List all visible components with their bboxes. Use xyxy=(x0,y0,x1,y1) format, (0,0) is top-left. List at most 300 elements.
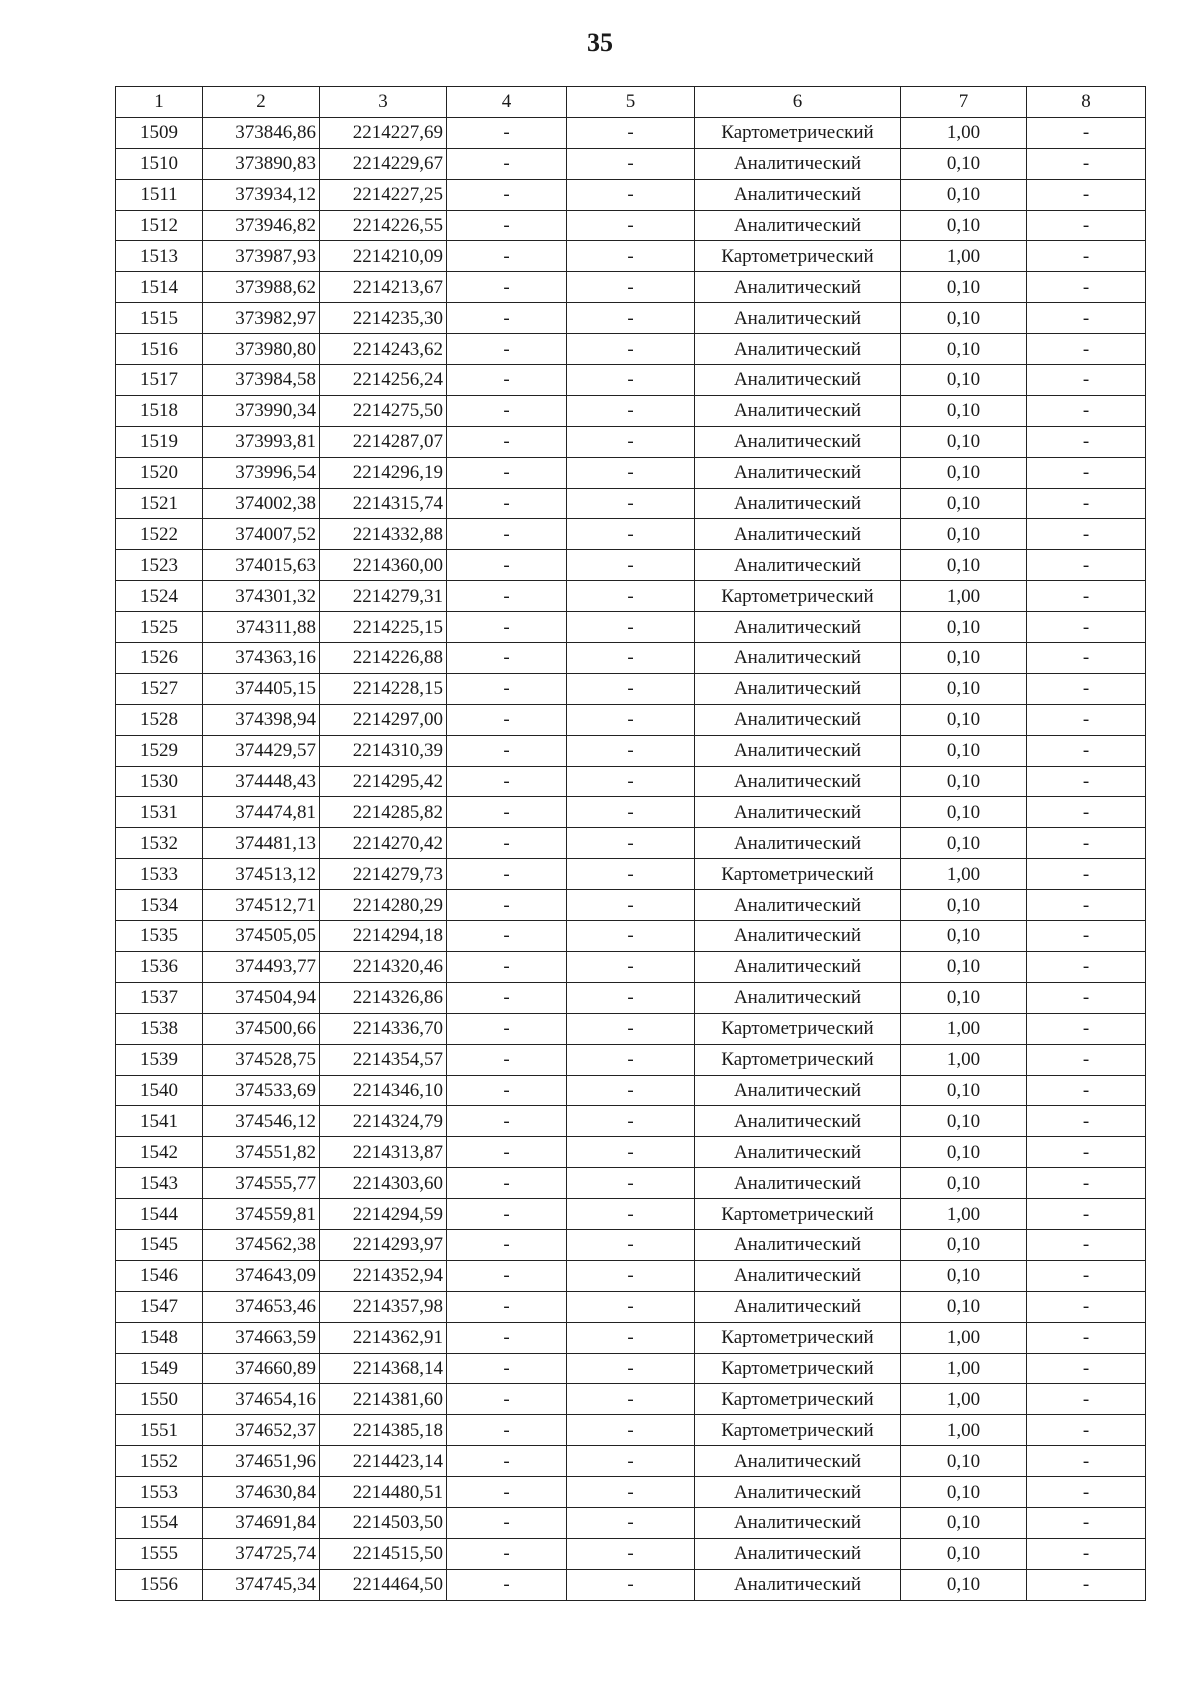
accuracy-cell: 0,10 xyxy=(901,766,1027,797)
col8-cell: - xyxy=(1027,1415,1146,1446)
method-cell: Аналитический xyxy=(695,334,901,365)
method-cell: Аналитический xyxy=(695,148,901,179)
y-coordinate-cell: 2214227,69 xyxy=(320,117,447,148)
method-cell: Аналитический xyxy=(695,1229,901,1260)
col4-cell: - xyxy=(447,1384,567,1415)
y-coordinate-cell: 2214296,19 xyxy=(320,457,447,488)
col4-cell: - xyxy=(447,982,567,1013)
table-row xyxy=(116,1353,1146,1384)
col8-cell: - xyxy=(1027,951,1146,982)
method-cell: Картометрический xyxy=(695,1415,901,1446)
x-coordinate-cell: 374559,81 xyxy=(203,1199,320,1230)
col4-cell: - xyxy=(447,1538,567,1569)
table-row xyxy=(116,797,1146,828)
table-row xyxy=(116,272,1146,303)
col5-cell: - xyxy=(567,1044,695,1075)
col8-cell: - xyxy=(1027,1075,1146,1106)
method-cell: Аналитический xyxy=(695,612,901,643)
col8-cell: - xyxy=(1027,1260,1146,1291)
col4-cell: - xyxy=(447,1507,567,1538)
accuracy-cell: 0,10 xyxy=(901,612,1027,643)
point-number-cell: 1539 xyxy=(116,1044,203,1075)
table-row xyxy=(116,1322,1146,1353)
col8-cell: - xyxy=(1027,859,1146,890)
y-coordinate-cell: 2214354,57 xyxy=(320,1044,447,1075)
method-cell: Аналитический xyxy=(695,519,901,550)
point-number-cell: 1555 xyxy=(116,1538,203,1569)
accuracy-cell: 0,10 xyxy=(901,1075,1027,1106)
method-cell: Аналитический xyxy=(695,272,901,303)
table-row xyxy=(116,951,1146,982)
col8-cell: - xyxy=(1027,1477,1146,1508)
x-coordinate-cell: 374555,77 xyxy=(203,1168,320,1199)
column-header: 7 xyxy=(901,87,1027,118)
col5-cell: - xyxy=(567,1229,695,1260)
col4-cell: - xyxy=(447,395,567,426)
x-coordinate-cell: 374504,94 xyxy=(203,982,320,1013)
point-number-cell: 1527 xyxy=(116,673,203,704)
method-cell: Аналитический xyxy=(695,1137,901,1168)
y-coordinate-cell: 2214279,73 xyxy=(320,859,447,890)
col4-cell: - xyxy=(447,1446,567,1477)
method-cell: Аналитический xyxy=(695,890,901,921)
method-cell: Картометрический xyxy=(695,1353,901,1384)
method-cell: Аналитический xyxy=(695,673,901,704)
accuracy-cell: 1,00 xyxy=(901,1322,1027,1353)
col4-cell: - xyxy=(447,179,567,210)
y-coordinate-cell: 2214229,67 xyxy=(320,148,447,179)
col4-cell: - xyxy=(447,1075,567,1106)
col8-cell: - xyxy=(1027,1384,1146,1415)
point-number-cell: 1521 xyxy=(116,488,203,519)
table-body xyxy=(116,117,1146,1600)
point-number-cell: 1530 xyxy=(116,766,203,797)
y-coordinate-cell: 2214303,60 xyxy=(320,1168,447,1199)
col5-cell: - xyxy=(567,766,695,797)
y-coordinate-cell: 2214336,70 xyxy=(320,1013,447,1044)
column-header: 5 xyxy=(567,87,695,118)
point-number-cell: 1554 xyxy=(116,1507,203,1538)
col8-cell: - xyxy=(1027,1353,1146,1384)
table-row xyxy=(116,179,1146,210)
point-number-cell: 1534 xyxy=(116,890,203,921)
col4-cell: - xyxy=(447,519,567,550)
table-row xyxy=(116,148,1146,179)
method-cell: Картометрический xyxy=(695,241,901,272)
point-number-cell: 1548 xyxy=(116,1322,203,1353)
y-coordinate-cell: 2214464,50 xyxy=(320,1569,447,1600)
col5-cell: - xyxy=(567,395,695,426)
table-header-row xyxy=(116,87,1146,118)
col8-cell: - xyxy=(1027,1446,1146,1477)
table-row xyxy=(116,1075,1146,1106)
col4-cell: - xyxy=(447,1569,567,1600)
x-coordinate-cell: 374660,89 xyxy=(203,1353,320,1384)
x-coordinate-cell: 374311,88 xyxy=(203,612,320,643)
x-coordinate-cell: 374725,74 xyxy=(203,1538,320,1569)
point-number-cell: 1556 xyxy=(116,1569,203,1600)
point-number-cell: 1510 xyxy=(116,148,203,179)
accuracy-cell: 0,10 xyxy=(901,921,1027,952)
col4-cell: - xyxy=(447,303,567,334)
x-coordinate-cell: 374505,05 xyxy=(203,921,320,952)
col4-cell: - xyxy=(447,890,567,921)
col4-cell: - xyxy=(447,612,567,643)
col8-cell: - xyxy=(1027,210,1146,241)
col5-cell: - xyxy=(567,612,695,643)
col8-cell: - xyxy=(1027,117,1146,148)
table-row xyxy=(116,1260,1146,1291)
x-coordinate-cell: 374398,94 xyxy=(203,704,320,735)
table-row xyxy=(116,643,1146,674)
point-number-cell: 1518 xyxy=(116,395,203,426)
accuracy-cell: 0,10 xyxy=(901,303,1027,334)
col4-cell: - xyxy=(447,766,567,797)
col8-cell: - xyxy=(1027,148,1146,179)
y-coordinate-cell: 2214294,59 xyxy=(320,1199,447,1230)
table-row xyxy=(116,921,1146,952)
y-coordinate-cell: 2214210,09 xyxy=(320,241,447,272)
table-row xyxy=(116,1137,1146,1168)
point-number-cell: 1515 xyxy=(116,303,203,334)
col4-cell: - xyxy=(447,581,567,612)
accuracy-cell: 1,00 xyxy=(901,1199,1027,1230)
accuracy-cell: 0,10 xyxy=(901,1569,1027,1600)
point-number-cell: 1528 xyxy=(116,704,203,735)
col5-cell: - xyxy=(567,1353,695,1384)
x-coordinate-cell: 374002,38 xyxy=(203,488,320,519)
point-number-cell: 1525 xyxy=(116,612,203,643)
y-coordinate-cell: 2214294,18 xyxy=(320,921,447,952)
table-row xyxy=(116,1477,1146,1508)
method-cell: Аналитический xyxy=(695,951,901,982)
method-cell: Аналитический xyxy=(695,982,901,1013)
table-row xyxy=(116,1106,1146,1137)
x-coordinate-cell: 374474,81 xyxy=(203,797,320,828)
point-number-cell: 1526 xyxy=(116,643,203,674)
table-row xyxy=(116,1415,1146,1446)
x-coordinate-cell: 374533,69 xyxy=(203,1075,320,1106)
x-coordinate-cell: 374405,15 xyxy=(203,673,320,704)
accuracy-cell: 0,10 xyxy=(901,1168,1027,1199)
point-number-cell: 1543 xyxy=(116,1168,203,1199)
col5-cell: - xyxy=(567,426,695,457)
table-row xyxy=(116,1507,1146,1538)
accuracy-cell: 0,10 xyxy=(901,797,1027,828)
col8-cell: - xyxy=(1027,272,1146,303)
col5-cell: - xyxy=(567,1137,695,1168)
x-coordinate-cell: 373846,86 xyxy=(203,117,320,148)
method-cell: Картометрический xyxy=(695,859,901,890)
point-number-cell: 1550 xyxy=(116,1384,203,1415)
y-coordinate-cell: 2214362,91 xyxy=(320,1322,447,1353)
col5-cell: - xyxy=(567,1569,695,1600)
y-coordinate-cell: 2214326,86 xyxy=(320,982,447,1013)
point-number-cell: 1536 xyxy=(116,951,203,982)
y-coordinate-cell: 2214256,24 xyxy=(320,365,447,396)
x-coordinate-cell: 374651,96 xyxy=(203,1446,320,1477)
point-number-cell: 1514 xyxy=(116,272,203,303)
column-header: 2 xyxy=(203,87,320,118)
col4-cell: - xyxy=(447,426,567,457)
col4-cell: - xyxy=(447,643,567,674)
col5-cell: - xyxy=(567,1106,695,1137)
accuracy-cell: 0,10 xyxy=(901,334,1027,365)
col4-cell: - xyxy=(447,1137,567,1168)
table-row xyxy=(116,735,1146,766)
x-coordinate-cell: 374512,71 xyxy=(203,890,320,921)
table-row xyxy=(116,365,1146,396)
col8-cell: - xyxy=(1027,735,1146,766)
col8-cell: - xyxy=(1027,828,1146,859)
point-number-cell: 1520 xyxy=(116,457,203,488)
table-row xyxy=(116,1538,1146,1569)
accuracy-cell: 0,10 xyxy=(901,272,1027,303)
accuracy-cell: 1,00 xyxy=(901,117,1027,148)
coordinates-table xyxy=(115,86,1146,1601)
col8-cell: - xyxy=(1027,581,1146,612)
col5-cell: - xyxy=(567,1477,695,1508)
col8-cell: - xyxy=(1027,303,1146,334)
method-cell: Аналитический xyxy=(695,1106,901,1137)
table-row xyxy=(116,612,1146,643)
y-coordinate-cell: 2214227,25 xyxy=(320,179,447,210)
table-row xyxy=(116,210,1146,241)
y-coordinate-cell: 2214313,87 xyxy=(320,1137,447,1168)
accuracy-cell: 0,10 xyxy=(901,1260,1027,1291)
col5-cell: - xyxy=(567,643,695,674)
accuracy-cell: 0,10 xyxy=(901,1507,1027,1538)
y-coordinate-cell: 2214293,97 xyxy=(320,1229,447,1260)
col5-cell: - xyxy=(567,673,695,704)
x-coordinate-cell: 373982,97 xyxy=(203,303,320,334)
col5-cell: - xyxy=(567,704,695,735)
point-number-cell: 1535 xyxy=(116,921,203,952)
accuracy-cell: 0,10 xyxy=(901,982,1027,1013)
accuracy-cell: 1,00 xyxy=(901,859,1027,890)
col4-cell: - xyxy=(447,457,567,488)
point-number-cell: 1523 xyxy=(116,550,203,581)
point-number-cell: 1524 xyxy=(116,581,203,612)
method-cell: Аналитический xyxy=(695,1291,901,1322)
method-cell: Аналитический xyxy=(695,488,901,519)
point-number-cell: 1547 xyxy=(116,1291,203,1322)
method-cell: Аналитический xyxy=(695,1477,901,1508)
col5-cell: - xyxy=(567,1415,695,1446)
col4-cell: - xyxy=(447,1229,567,1260)
point-number-cell: 1553 xyxy=(116,1477,203,1508)
method-cell: Картометрический xyxy=(695,1322,901,1353)
table-row xyxy=(116,117,1146,148)
table-row xyxy=(116,673,1146,704)
col5-cell: - xyxy=(567,1013,695,1044)
accuracy-cell: 0,10 xyxy=(901,1291,1027,1322)
accuracy-cell: 0,10 xyxy=(901,1137,1027,1168)
col4-cell: - xyxy=(447,1291,567,1322)
x-coordinate-cell: 374015,63 xyxy=(203,550,320,581)
y-coordinate-cell: 2214480,51 xyxy=(320,1477,447,1508)
table-row xyxy=(116,982,1146,1013)
col8-cell: - xyxy=(1027,334,1146,365)
point-number-cell: 1512 xyxy=(116,210,203,241)
col8-cell: - xyxy=(1027,241,1146,272)
col5-cell: - xyxy=(567,1384,695,1415)
col4-cell: - xyxy=(447,921,567,952)
col8-cell: - xyxy=(1027,550,1146,581)
col4-cell: - xyxy=(447,1199,567,1230)
col4-cell: - xyxy=(447,1013,567,1044)
x-coordinate-cell: 374745,34 xyxy=(203,1569,320,1600)
point-number-cell: 1546 xyxy=(116,1260,203,1291)
method-cell: Аналитический xyxy=(695,766,901,797)
col8-cell: - xyxy=(1027,890,1146,921)
col8-cell: - xyxy=(1027,1013,1146,1044)
col5-cell: - xyxy=(567,797,695,828)
col8-cell: - xyxy=(1027,179,1146,210)
x-coordinate-cell: 374653,46 xyxy=(203,1291,320,1322)
col8-cell: - xyxy=(1027,1168,1146,1199)
x-coordinate-cell: 373993,81 xyxy=(203,426,320,457)
col4-cell: - xyxy=(447,488,567,519)
col8-cell: - xyxy=(1027,1229,1146,1260)
point-number-cell: 1531 xyxy=(116,797,203,828)
y-coordinate-cell: 2214324,79 xyxy=(320,1106,447,1137)
accuracy-cell: 0,10 xyxy=(901,828,1027,859)
x-coordinate-cell: 374551,82 xyxy=(203,1137,320,1168)
x-coordinate-cell: 374363,16 xyxy=(203,643,320,674)
col8-cell: - xyxy=(1027,1291,1146,1322)
table-row xyxy=(116,334,1146,365)
col5-cell: - xyxy=(567,859,695,890)
col5-cell: - xyxy=(567,921,695,952)
x-coordinate-cell: 373988,62 xyxy=(203,272,320,303)
point-number-cell: 1529 xyxy=(116,735,203,766)
table-row xyxy=(116,828,1146,859)
col8-cell: - xyxy=(1027,982,1146,1013)
point-number-cell: 1519 xyxy=(116,426,203,457)
y-coordinate-cell: 2214297,00 xyxy=(320,704,447,735)
col4-cell: - xyxy=(447,550,567,581)
x-coordinate-cell: 374500,66 xyxy=(203,1013,320,1044)
table-row xyxy=(116,1569,1146,1600)
y-coordinate-cell: 2214228,15 xyxy=(320,673,447,704)
method-cell: Аналитический xyxy=(695,643,901,674)
col8-cell: - xyxy=(1027,1507,1146,1538)
col4-cell: - xyxy=(447,1106,567,1137)
y-coordinate-cell: 2214270,42 xyxy=(320,828,447,859)
method-cell: Аналитический xyxy=(695,828,901,859)
col5-cell: - xyxy=(567,519,695,550)
accuracy-cell: 0,10 xyxy=(901,395,1027,426)
table-row xyxy=(116,1291,1146,1322)
y-coordinate-cell: 2214423,14 xyxy=(320,1446,447,1477)
col8-cell: - xyxy=(1027,1044,1146,1075)
col5-cell: - xyxy=(567,241,695,272)
accuracy-cell: 0,10 xyxy=(901,704,1027,735)
point-number-cell: 1533 xyxy=(116,859,203,890)
table-row xyxy=(116,426,1146,457)
table-row xyxy=(116,581,1146,612)
col4-cell: - xyxy=(447,1044,567,1075)
x-coordinate-cell: 374652,37 xyxy=(203,1415,320,1446)
point-number-cell: 1549 xyxy=(116,1353,203,1384)
y-coordinate-cell: 2214295,42 xyxy=(320,766,447,797)
table-row xyxy=(116,488,1146,519)
col5-cell: - xyxy=(567,303,695,334)
col5-cell: - xyxy=(567,365,695,396)
x-coordinate-cell: 374007,52 xyxy=(203,519,320,550)
method-cell: Аналитический xyxy=(695,179,901,210)
col5-cell: - xyxy=(567,1322,695,1353)
col8-cell: - xyxy=(1027,457,1146,488)
col8-cell: - xyxy=(1027,643,1146,674)
point-number-cell: 1538 xyxy=(116,1013,203,1044)
col5-cell: - xyxy=(567,457,695,488)
column-header: 4 xyxy=(447,87,567,118)
y-coordinate-cell: 2214360,00 xyxy=(320,550,447,581)
col8-cell: - xyxy=(1027,1322,1146,1353)
method-cell: Аналитический xyxy=(695,1168,901,1199)
accuracy-cell: 0,10 xyxy=(901,488,1027,519)
y-coordinate-cell: 2214315,74 xyxy=(320,488,447,519)
col4-cell: - xyxy=(447,365,567,396)
x-coordinate-cell: 374546,12 xyxy=(203,1106,320,1137)
table-row xyxy=(116,457,1146,488)
table-row xyxy=(116,704,1146,735)
accuracy-cell: 0,10 xyxy=(901,1229,1027,1260)
col8-cell: - xyxy=(1027,488,1146,519)
col8-cell: - xyxy=(1027,921,1146,952)
method-cell: Аналитический xyxy=(695,735,901,766)
y-coordinate-cell: 2214275,50 xyxy=(320,395,447,426)
col5-cell: - xyxy=(567,1260,695,1291)
method-cell: Аналитический xyxy=(695,1260,901,1291)
col4-cell: - xyxy=(447,735,567,766)
column-header: 8 xyxy=(1027,87,1146,118)
x-coordinate-cell: 374528,75 xyxy=(203,1044,320,1075)
col4-cell: - xyxy=(447,1415,567,1446)
x-coordinate-cell: 374630,84 xyxy=(203,1477,320,1508)
method-cell: Аналитический xyxy=(695,1569,901,1600)
method-cell: Аналитический xyxy=(695,797,901,828)
col8-cell: - xyxy=(1027,704,1146,735)
point-number-cell: 1542 xyxy=(116,1137,203,1168)
col4-cell: - xyxy=(447,1260,567,1291)
col5-cell: - xyxy=(567,272,695,303)
x-coordinate-cell: 374301,32 xyxy=(203,581,320,612)
x-coordinate-cell: 374513,12 xyxy=(203,859,320,890)
accuracy-cell: 0,10 xyxy=(901,1538,1027,1569)
accuracy-cell: 0,10 xyxy=(901,457,1027,488)
col5-cell: - xyxy=(567,735,695,766)
col5-cell: - xyxy=(567,148,695,179)
col5-cell: - xyxy=(567,1538,695,1569)
method-cell: Аналитический xyxy=(695,1507,901,1538)
x-coordinate-cell: 374448,43 xyxy=(203,766,320,797)
y-coordinate-cell: 2214213,67 xyxy=(320,272,447,303)
col8-cell: - xyxy=(1027,612,1146,643)
accuracy-cell: 1,00 xyxy=(901,1415,1027,1446)
col4-cell: - xyxy=(447,1322,567,1353)
accuracy-cell: 0,10 xyxy=(901,365,1027,396)
column-header: 6 xyxy=(695,87,901,118)
method-cell: Аналитический xyxy=(695,426,901,457)
method-cell: Аналитический xyxy=(695,1446,901,1477)
col4-cell: - xyxy=(447,272,567,303)
col8-cell: - xyxy=(1027,395,1146,426)
table-row xyxy=(116,303,1146,334)
table-row xyxy=(116,519,1146,550)
